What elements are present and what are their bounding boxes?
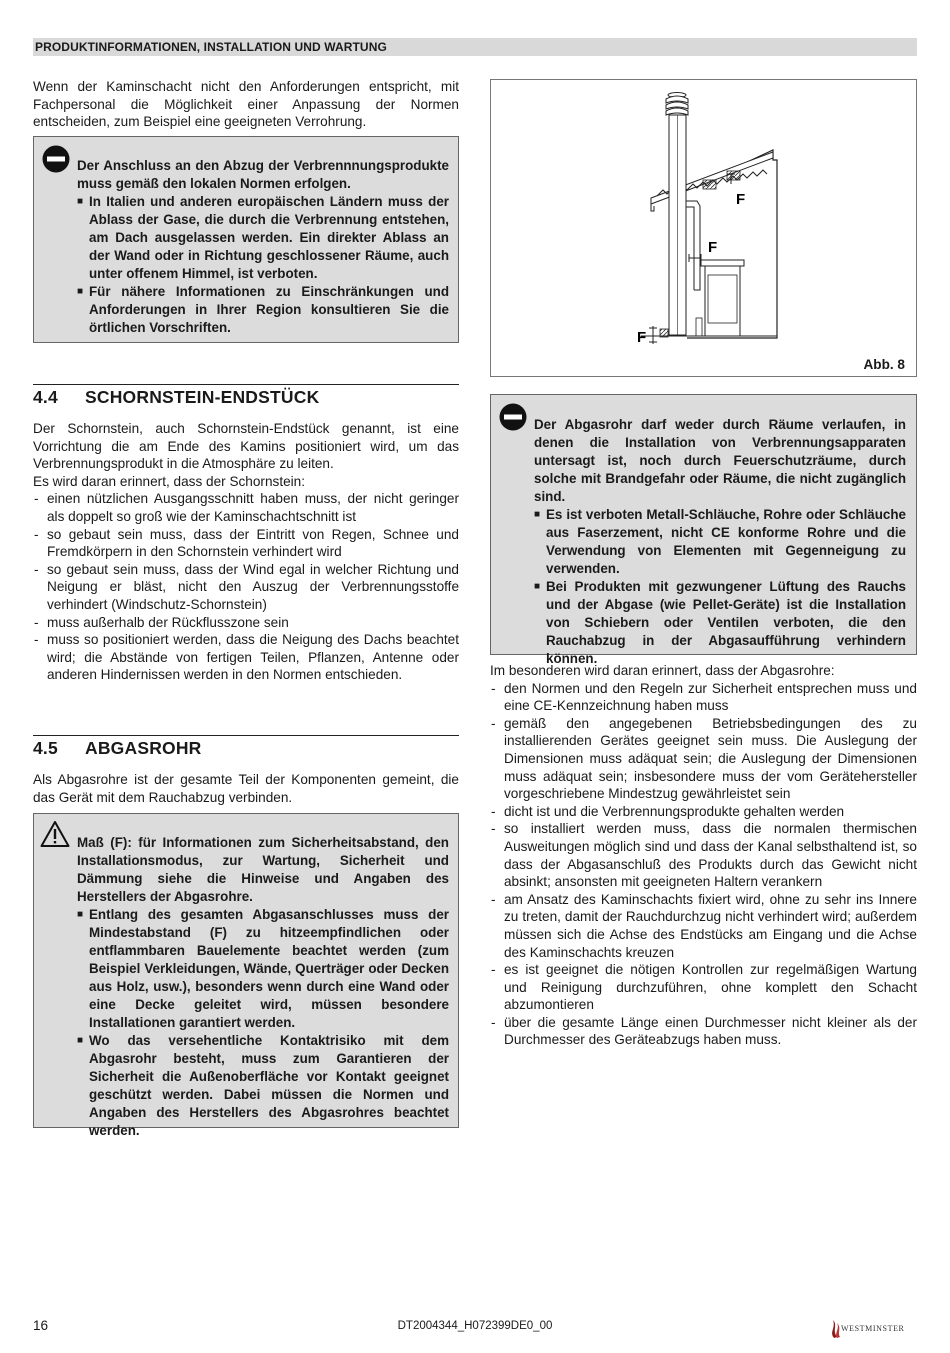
bullet-square-icon: ■ bbox=[534, 509, 541, 520]
bullet-text: In Italien und anderen europäischen Ländern muss der Ablass der Gase, die durch die Verbrennung entstehen, am Dach ausgelassen werden. Ein direkter Ablass an der Wand oder in Richtung geschlossener Räume, auch unter offenem Himmel, ist verboten. bbox=[89, 194, 449, 281]
list-item: - gemäß den angegebenen Betriebsbedingungen des zu installierenden Gerätes geeignet sein muss. Die Auslegung der Dimensionen muss adäquat sein; die Auslegung der Dimensionen muss adäquat sein; insbesondere muss der vom Gerätehersteller vorgeschriebene Mindestzug gewährleistet sein bbox=[490, 715, 917, 803]
flue-requirements-list bbox=[490, 680, 917, 1049]
section-heading-4-5 bbox=[33, 738, 202, 759]
section-heading-4-4 bbox=[33, 387, 319, 408]
header-title: PRODUKTINFORMATIONEN, INSTALLATION UND WARTUNG bbox=[35, 40, 387, 54]
prohibition-icon bbox=[42, 145, 70, 178]
warning-box bbox=[33, 813, 459, 1138]
list-item bbox=[77, 283, 449, 337]
header-bar bbox=[33, 38, 917, 56]
dimension-f-label: F bbox=[708, 239, 718, 256]
brand-name: WESTMINSTER bbox=[841, 1324, 905, 1333]
list-item: - so installiert werden muss, dass die normalen thermischen Ausweitungen möglich sind und dass der Kanal selbsthaltend ist, so dass der Abgasanschluß des Produkts durch das Gewicht nicht absinkt; ansonsten mit geeigneten Haltern verankern bbox=[490, 820, 917, 890]
bullet-square-icon: ■ bbox=[77, 1035, 84, 1046]
chimney-installation-illustration bbox=[491, 80, 916, 376]
bullet-text: Wo das versehentliche Kontaktrisiko mit dem Abgasrohr besteht, muss zum Garantieren der Sicherheit die Außenoberfläche vor Kontakt geeignet geschützt werden. Dabei müssen die Normen und Angaben des Herstellers des Abgasrohres beachtet werden. bbox=[89, 1033, 449, 1138]
section-rule bbox=[33, 735, 459, 736]
reminder-block bbox=[490, 662, 917, 1049]
bullet-square-icon: ■ bbox=[77, 196, 84, 207]
list-item bbox=[534, 578, 906, 668]
prohibition-lead-2: Der Abgasrohr darf weder durch Räume verlaufen, in denen die Installation von Verbrennungsapparaten untersagt ist, noch durch Feuerschutzräume, durch solche mit Brandgefahr oder Räume, die nicht zugänglich sind. bbox=[534, 417, 906, 504]
list-item: - dicht ist und die Verbrennungsprodukte gehalten werden bbox=[490, 803, 917, 821]
list-item bbox=[77, 193, 449, 283]
page-number: 16 bbox=[33, 1318, 49, 1333]
list-item: - so gebaut sein muss, dass der Eintritt von Regen, Schnee und Fremdkörpern in den Schornstein verhindert wird bbox=[33, 526, 459, 561]
list-item: - den Normen und den Regeln zur Sicherheit entsprechen muss und eine CE-Kennzeichnung haben muss bbox=[490, 680, 917, 715]
section-4-4-body bbox=[33, 420, 459, 684]
bullet-square-icon: ■ bbox=[534, 581, 541, 592]
prohibition-icon bbox=[499, 403, 527, 436]
prohibition-box-2 bbox=[490, 394, 917, 666]
prohibition-lead-1: Der Anschluss an den Abzug der Verbrennnungsprodukte muss gemäß den lokalen Normen erfolgen. bbox=[77, 158, 449, 191]
figure-abb-8 bbox=[490, 79, 917, 377]
chimney-requirements-list bbox=[33, 490, 459, 684]
warning-lead: Maß (F): für Informationen zum Sicherheitsabstand, den Installationsmodus, zur Wartung, Sicherheit und Dämmung siehe die Hinweise und Angaben des Herstellers der Abgasrohre. bbox=[77, 835, 449, 904]
bullet-text: Bei Produkten mit gezwungener Lüftung des Rauchs und der Abgase (wie Pellet-Geräte) ist die Installation von Schiebern oder Ventilen verboten, die den Rauchabzug in der Abgasaufführung verhindern können. bbox=[546, 579, 906, 666]
list-item bbox=[534, 506, 906, 578]
list-item: - so gebaut sein muss, dass der Wind egal in welcher Richtung und Neigung er bläst, nicht den Auszug der Verbrennungsstoffe verhindert (Windschutz-Schornstein) bbox=[33, 561, 459, 614]
list-item bbox=[77, 906, 449, 1032]
section-number: 4.4 bbox=[33, 387, 58, 407]
section-4-4-lead: Es wird daran erinnert, dass der Schornstein: bbox=[33, 473, 306, 489]
list-item: - muss außerhalb der Rückflusszone sein bbox=[33, 614, 459, 632]
section-number: 4.5 bbox=[33, 738, 58, 758]
list-item bbox=[77, 1032, 449, 1140]
bullet-square-icon: ■ bbox=[77, 909, 84, 920]
bullet-square-icon: ■ bbox=[77, 286, 84, 297]
section-title: SCHORNSTEIN-ENDSTÜCK bbox=[85, 387, 320, 407]
warning-icon bbox=[40, 820, 70, 853]
bullet-text: Für nähere Informationen zu Einschränkungen und Anforderungen in Ihrer Region konsultieren Sie die örtlichen Vorschriften. bbox=[89, 284, 449, 335]
section-4-4-intro: Der Schornstein, auch Schornstein-Endstück genannt, ist eine Vorrichtung die am Ende des Kamins positioniert wird, um das Verbrennungsprodukt in die Atmosphäre zu leiten. bbox=[33, 421, 459, 472]
section-rule bbox=[33, 384, 459, 385]
reminder-lead: Im besonderen wird daran erinnert, dass der Abgasrohre: bbox=[490, 663, 835, 678]
bullet-text: Entlang des gesamten Abgasanschlusses muss der Mindestabstand (F) zu hitzeempfindlichen oder entflammbaren Bauelemente beachtet werden (zum Beispiel Verkleidungen, Wände, Querträger oder Decken aus Holz, usw.), besonders wenn durch eine Wand oder eine Decke geleitet wird, müssen besondere Installationen garantiert werden. bbox=[89, 907, 449, 1030]
dimension-f-label: F bbox=[736, 191, 746, 208]
figure-caption: Abb. 8 bbox=[863, 357, 905, 372]
prohibition-box-1 bbox=[33, 136, 459, 343]
section-title: ABGASROHR bbox=[85, 738, 202, 758]
section-4-5-intro: Als Abgasrohre ist der gesamte Teil der Komponenten gemeint, die das Gerät mit dem Rauchabzug verbinden. bbox=[33, 772, 459, 805]
dimension-f-label: F bbox=[637, 329, 647, 346]
bullet-text: Es ist verboten Metall-Schläuche, Rohre oder Schläuche aus Faserzement, nicht CE konforme Rohre und die Verwendung von Elementen mit Gegenneigung zu verwenden. bbox=[546, 507, 906, 576]
list-item: - einen nützlichen Ausgangsschnitt haben muss, der nicht geringer als doppelt so groß wie der Kaminschachtschnitt ist bbox=[33, 490, 459, 525]
list-item: - muss so positioniert werden, dass die Neigung des Dachs beachtet wird; die Abstände von fertigen Teilen, Pflanzen, Antenne oder anderen Hindernissen werden in den Normen entschieden. bbox=[33, 631, 459, 684]
intro-paragraph: Wenn der Kaminschacht nicht den Anforderungen entspricht, mit Fachpersonal die Möglichkeit einer Anpassung der Normen entscheiden, zum Beispiel eine geeigneten Verrohrung. bbox=[33, 79, 459, 130]
document-code: DT2004344_H072399DE0_00 bbox=[397, 1320, 553, 1332]
list-item: - am Ansatz des Kaminschachts fixiert wird, ohne zu sehr ins Innere zu treten, damit der Rauchdurchzug nicht verhindert wird; außerdem müssen sich die Achse des Endstücks am Eingang und die Achse des Kaminschachts kreuzen bbox=[490, 891, 917, 961]
list-item: - über die gesamte Länge einen Durchmesser nicht kleiner als der Durchmesser des Geräteabzugs haben muss. bbox=[490, 1014, 917, 1049]
list-item: - es ist geeignet die nötigen Kontrollen zur regelmäßigen Wartung und Reinigung durchzuführen, ohne komplett den Schacht abzumontieren bbox=[490, 961, 917, 1014]
